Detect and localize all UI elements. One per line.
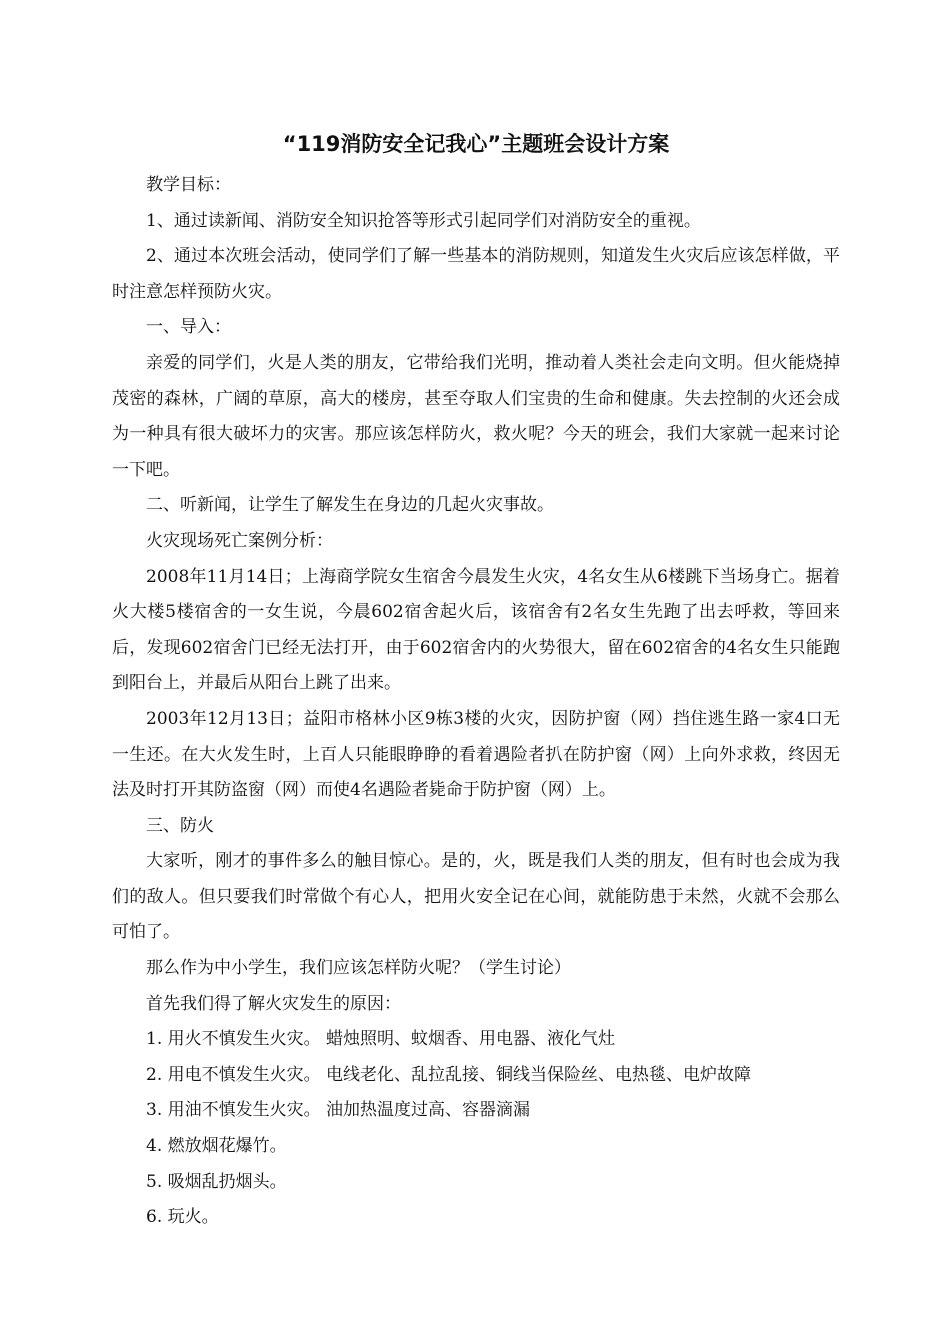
- paragraph-teaching-goals-heading: 教学目标：: [146, 175, 231, 195]
- document-body: [112, 124, 840, 1236]
- list-item-cause-3: 3. 用油不慎发生火灾。 油加热温度过高、容器滴漏: [146, 1100, 531, 1121]
- list-item-cause-4: 4. 燃放烟花爆竹。: [146, 1136, 287, 1157]
- paragraph-goal-1: 1、通过读新闻、消防安全知识抢答等形式引起同学们对消防安全的重视。: [146, 210, 701, 231]
- paragraph-section-2-heading: 二、听新闻，让学生了解发生在身边的几起火灾事故。: [146, 495, 554, 516]
- paragraph-case-2003: 2003年12月13日；益阳市格林小区9栋3楼的火灾，因防护窗（网）挡住逃生路一家4口无一生还。在大火发生时，上百人只能眼睁睁的看着遇险者扒在防护窗（网）上向外求救，终因无法及时打开其防盗窗（网）而使4名遇险者毙命于防护窗（网）上。: [112, 708, 840, 801]
- paragraph-case-2008: 2008年11月14日；上海商学院女生宿舍今晨发生火灾，4名女生从6楼跳下当场身亡。据着火大楼5楼宿舍的一女生说，今晨602宿舍起火后，该宿舍有2名女生先跑了出去呼救，等回来后，发现602宿舍门已经无法打开，由于602宿舍内的火势很大，留在602宿舍的4名女生只能跑到阳台上，并最后从阳台上跳了出来。: [112, 566, 840, 694]
- paragraph-goal-2: 2、通过本次班会活动，使同学们了解一些基本的消防规则，知道发生火灾后应该怎样做，平时注意怎样预防火灾。: [112, 246, 840, 302]
- paragraph-section-1-heading: 一、导入：: [146, 317, 231, 338]
- paragraph-discussion-question: 那么作为中小学生，我们应该怎样防火呢？（学生讨论）: [146, 958, 571, 979]
- list-item-cause-1: 1. 用火不慎发生火灾。 蜡烛照明、蚊烟香、用电器、液化气灶: [146, 1029, 616, 1050]
- paragraph-introduction: 亲爱的同学们，火是人类的朋友，它带给我们光明，推动着人类社会走向文明。但火能烧掉茂密的森林，广阔的草原，高大的楼房，甚至夺取人们宝贵的生命和健康。失去控制的火还会成为一种具有很大破坏力的灾害。那应该怎样防火，救火呢？今天的班会，我们大家就一起来讨论一下吧。: [112, 352, 840, 480]
- paragraph-causes-heading: 首先我们得了解火灾发生的原因：: [146, 993, 401, 1014]
- list-item-cause-5: 5. 吸烟乱扔烟头。: [146, 1171, 287, 1192]
- list-item-cause-6: 6. 玩火。: [146, 1207, 219, 1228]
- document-title: “119消防安全记我心”主题班会设计方案: [282, 132, 670, 156]
- list-item-cause-2: 2. 用电不慎发生火灾。 电线老化、乱拉乱接、铜线当保险丝、电热毯、电炉故障: [146, 1064, 752, 1085]
- paragraph-section-3-heading: 三、防火: [146, 815, 214, 836]
- paragraph-case-analysis-heading: 火灾现场死亡案例分析：: [146, 530, 333, 551]
- paragraph-fire-prevention-intro: 大家听，刚才的事件多么的触目惊心。是的，火，既是我们人类的朋友，但有时也会成为我们的敌人。但只要我们时常做个有心人，把用火安全记在心间，就能防患于未然，火就不会那么可怕了。: [112, 851, 840, 943]
